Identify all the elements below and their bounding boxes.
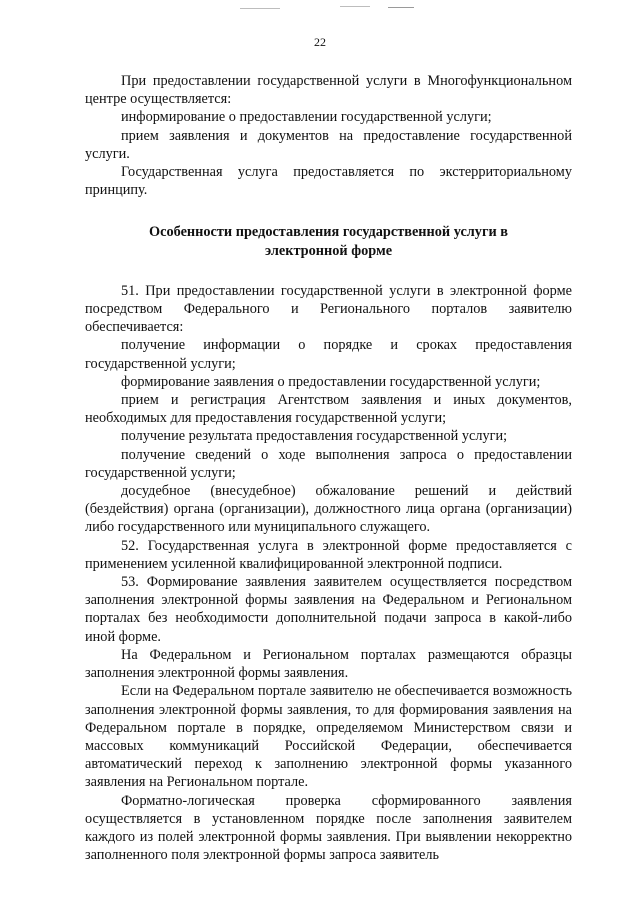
paragraph: получение информации о порядке и сроках предоставления государственной услуги; bbox=[85, 337, 572, 372]
paragraph: 52. Государственная услуга в электронной форме предоставляется с применением усиленной квалифицированной электронной подписи. bbox=[85, 537, 572, 572]
paragraph: получение сведений о ходе выполнения запроса о предоставлении государственной услуги; bbox=[85, 446, 572, 481]
document-body bbox=[85, 72, 572, 864]
paragraph: Государственная услуга предоставляется по экстерриториальному принципу. bbox=[85, 164, 572, 199]
scan-artifact bbox=[340, 6, 370, 7]
paragraph: 53. Формирование заявления заявителем осуществляется посредством заполнения электронной формы заявления на Федеральном и Региональном порталах без необходимости дополнительной подачи запроса в какой-либо иной форме. bbox=[85, 574, 572, 645]
scan-artifact bbox=[388, 7, 414, 8]
paragraph: 51. При предоставлении государственной услуги в электронной форме посредством Федерального и Регионального порталов заявителю обеспечивается: bbox=[85, 282, 572, 336]
paragraph: досудебное (внесудебное) обжалование решений и действий (бездействия) органа (организации), должностного лица органа (организации) либо государственного или муниципального служащего. bbox=[85, 483, 572, 536]
paragraph: прием заявления и документов на предоставление государственной услуги. bbox=[85, 127, 572, 162]
paragraph: На Федеральном и Региональном порталах размещаются образцы заполнения электронной формы заявления. bbox=[85, 646, 572, 682]
paragraph: информирование о предоставлении государственной услуги; bbox=[121, 109, 492, 126]
paragraph: формирование заявления о предоставлении государственной услуги; bbox=[121, 373, 541, 390]
paragraph: получение результата предоставления государственной услуги; bbox=[121, 428, 508, 445]
page-number: 22 bbox=[314, 35, 326, 49]
paragraph: Если на Федеральном портале заявителю не обеспечивается возможность заполнения электронной формы заявления, то для формирования заявления на Федеральном портале в порядке, определяемом Министерством связи и массовых коммуникаций Российской Федерации, обеспечивается автоматический переход к заполнению электронной формы указанного заявления на Региональном портале. bbox=[85, 683, 572, 791]
scan-artifact bbox=[240, 8, 280, 9]
paragraph: Форматно-логическая проверка сформированного заявления осуществляется в установленном порядке после заполнения заявителем каждого из полей электронной формы заявления. При выявлении некорректно заполненного поля электронной формы запроса заявитель bbox=[85, 792, 572, 864]
paragraph: прием и регистрация Агентством заявления и иных документов, необходимых для предоставления государственной услуги; bbox=[85, 392, 572, 427]
paragraph: При предоставлении государственной услуги в Многофункциональном центре осуществляется: bbox=[85, 73, 572, 108]
section-heading: Особенности предоставления государственной услуги в электронной форме bbox=[149, 224, 508, 259]
